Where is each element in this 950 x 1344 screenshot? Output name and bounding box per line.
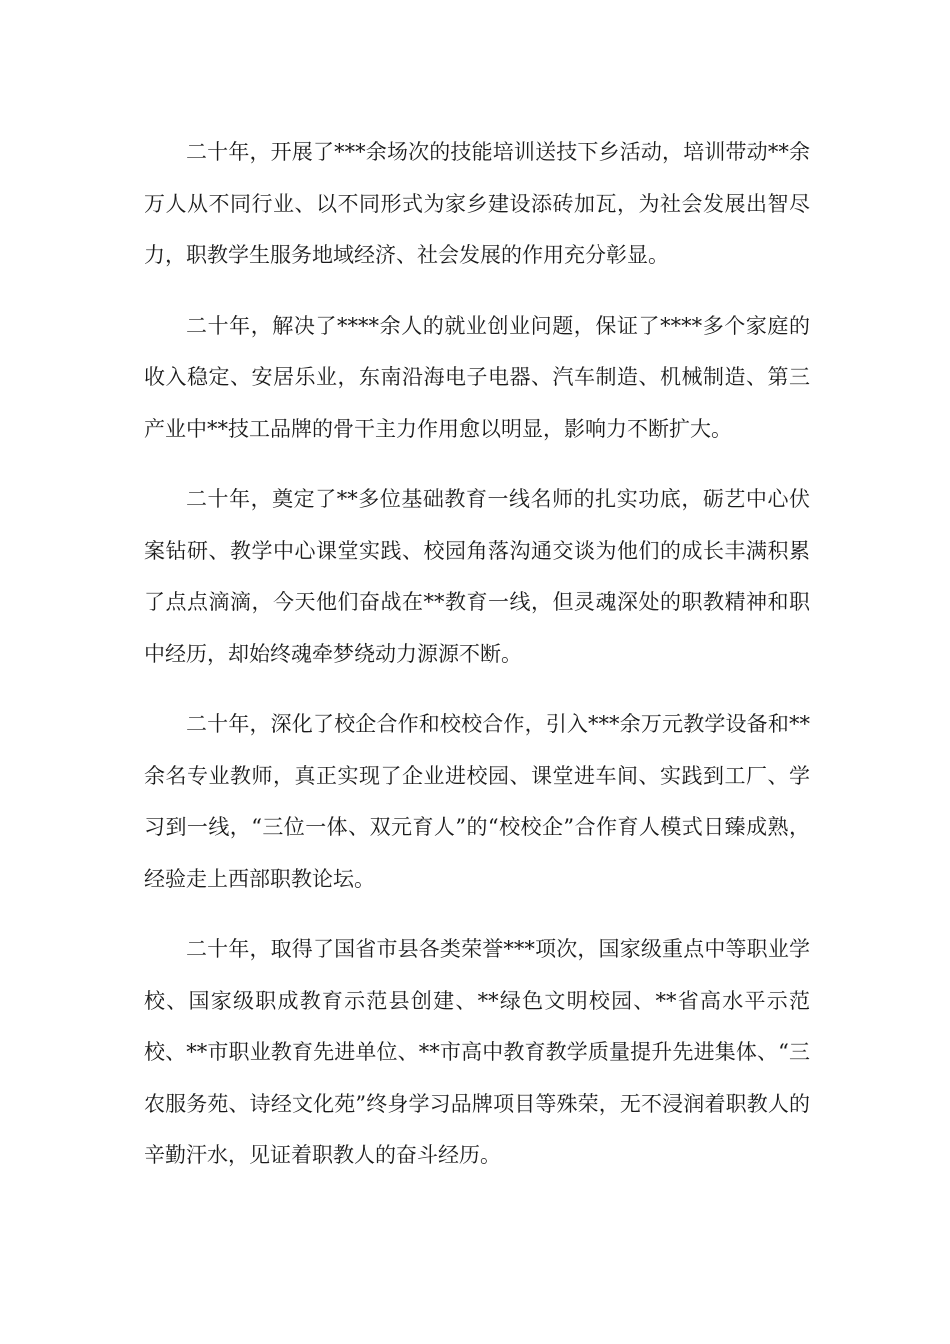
paragraph-teachers: 二十年，奠定了**多位基础教育一线名师的扎实功底，砺艺中心伏案钻研、教学中心课堂实践、校园角落沟通交谈为他们的成长丰满积累了点点滴滴，今天他们奋战在**教育一线，但灵魂深处的职教精神和职中经历，却始终魂牵梦绕动力源源不断。 xyxy=(144,487,810,666)
paragraph-honors: 二十年，取得了国省市县各类荣誉***项次，国家级重点中等职业学校、国家级职成教育示范县创建、**绿色文明校园、**省高水平示范校、**市职业教育先进单位、**市高中教育教学质量提升先进集体、“三农服务苑、诗经文化苑”终身学习品牌项目等殊荣，无不浸润着职教人的辛勤汗水，见证着职教人的奋斗经历。 xyxy=(144,937,810,1167)
paragraph-cooperation: 二十年，深化了校企合作和校校合作，引入***余万元教学设备和**余名专业教师，真正实现了企业进校园、课堂进车间、实践到工厂、学习到一线，“三位一体、双元育人”的“校校企”合作育人模式日臻成熟，经验走上西部职教论坛。 xyxy=(144,712,810,891)
document-body xyxy=(144,127,810,1201)
paragraph-training: 二十年，开展了***余场次的技能培训送技下乡活动，培训带动**余万人从不同行业、以不同形式为家乡建设添砖加瓦，为社会发展出智尽力，职教学生服务地域经济、社会发展的作用充分彰显。 xyxy=(144,140,810,267)
paragraph-employment: 二十年，解决了****余人的就业创业问题，保证了****多个家庭的收入稳定、安居乐业，东南沿海电子电器、汽车制造、机械制造、第三产业中**技工品牌的骨干主力作用愈以明显，影响力不断扩大。 xyxy=(144,313,810,441)
